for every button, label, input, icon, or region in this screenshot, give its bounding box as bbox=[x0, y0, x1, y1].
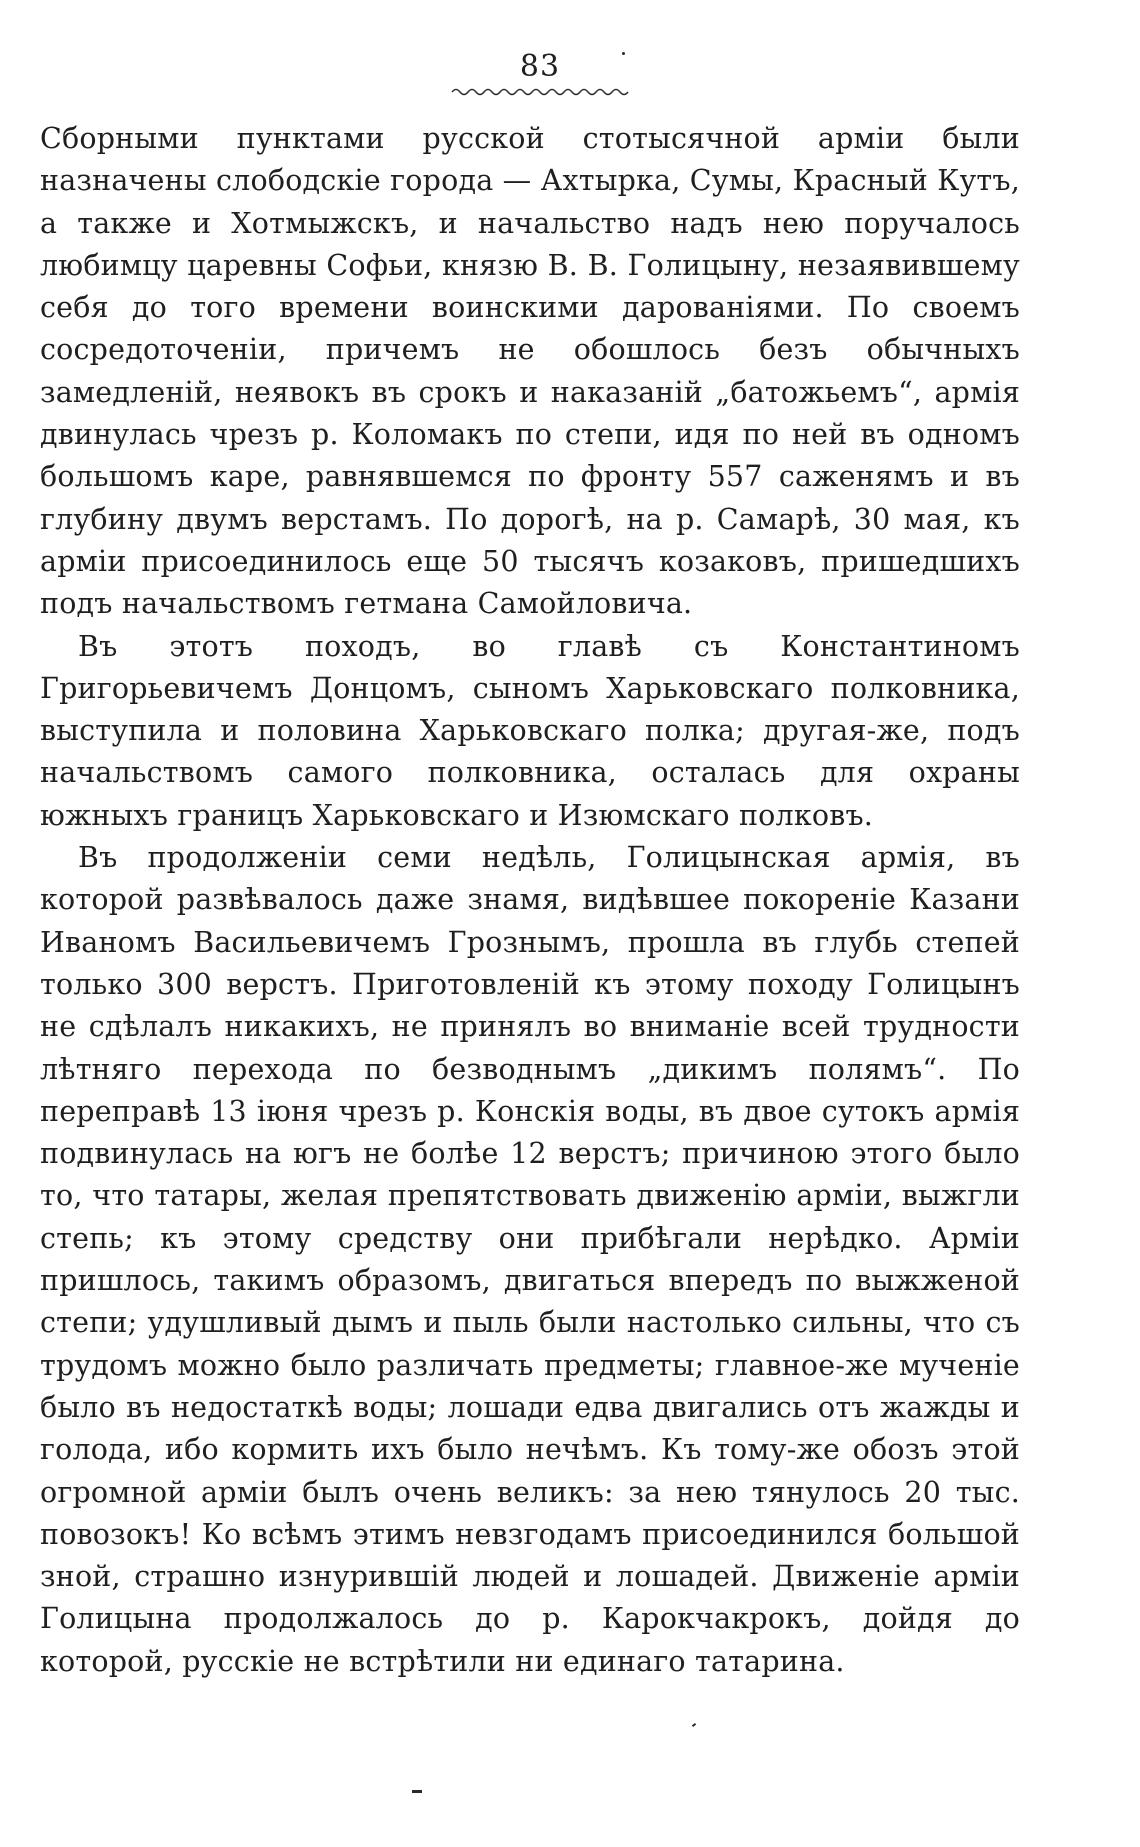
print-speck bbox=[692, 1723, 696, 1727]
page-number: 83 bbox=[519, 49, 561, 84]
print-speck bbox=[622, 52, 625, 55]
paragraph-2: Въ этотъ походъ, во главѣ съ Константиномъ Григорьевичемъ Донцомъ, сыномъ Харьковскаго полковника, выступила и половина Харьковскаго полка; другая-же, подъ начальствомъ самого полковника, осталась для охраны южныхъ границъ Харьковскаго и Изюмскаго полковъ. bbox=[40, 629, 1020, 832]
body-text bbox=[40, 118, 1020, 1683]
paragraph-3: Въ продолженіи семи недѣль, Голицынская армія, въ которой развѣвалось даже знамя, видѣвшее покореніе Казани Иваномъ Васильевичемъ Грознымъ, прошла въ глубь степей только 300 верстъ. Приготовленій къ этому походу Голицынъ не сдѣлалъ никакихъ, не принялъ во вниманіе всей трудности лѣтняго перехода по безводнымъ „дикимъ полямъ“. По переправѣ 13 іюня чрезъ р. Конскія воды, въ двое сутокъ армія подвинулась на югъ не болѣе 12 верстъ; причиною этого было то, что татары, желая препятствовать движенію арміи, выжгли степь; къ этому средству они прибѣгали нерѣдко. Арміи пришлось, такимъ образомъ, двигаться впередъ по выжженой степи; удушливый дымъ и пыль были настолько сильны, что съ трудомъ можно было различать предметы; главное-же мученіе было въ недостаткѣ воды; лошади едва двигались отъ жажды и голода, ибо кормить ихъ было нечѣмъ. Къ тому-же обозъ этой огромной арміи былъ очень великъ: за нею тянулось 20 тыс. повозокъ! Ко всѣмъ этимъ невзгодамъ присоединился большой зной, страшно изнурившій людей и лошадей. Движеніе арміи Голицына продолжалось до р. Карокчакрокъ, дойдя до которой, русскіе не встрѣтили ни единаго татарина. bbox=[40, 841, 1020, 1678]
wavy-ornament-icon bbox=[450, 86, 630, 98]
paragraph-1: Сборными пунктами русской стотысячной арміи были назначены слободскіе города — Ахтырка, Сумы, Красный Кутъ, а также и Хотмыжскъ, и начальство надъ нею поручалось любимцу царевны Софьи, князю В. В. Голицыну, незаявившему себя до того времени воинскими дарованіями. По своемъ сосредоточеніи, причемъ не обошлось безъ обычныхъ замедленій, неявокъ въ срокъ и наказаній „батожьемъ“, армія двинулась чрезъ р. Коломакъ по степи, идя по ней въ одномъ большомъ каре, равнявшемся по фронту 557 саженямъ и въ глубину двумъ верстамъ. По дорогѣ, на р. Самарѣ, 30 мая, къ арміи присоединилось еще 50 тысячъ козаковъ, пришедшихъ подъ начальствомъ гетмана Самойловича. bbox=[40, 122, 1020, 621]
print-speck bbox=[412, 1790, 422, 1793]
